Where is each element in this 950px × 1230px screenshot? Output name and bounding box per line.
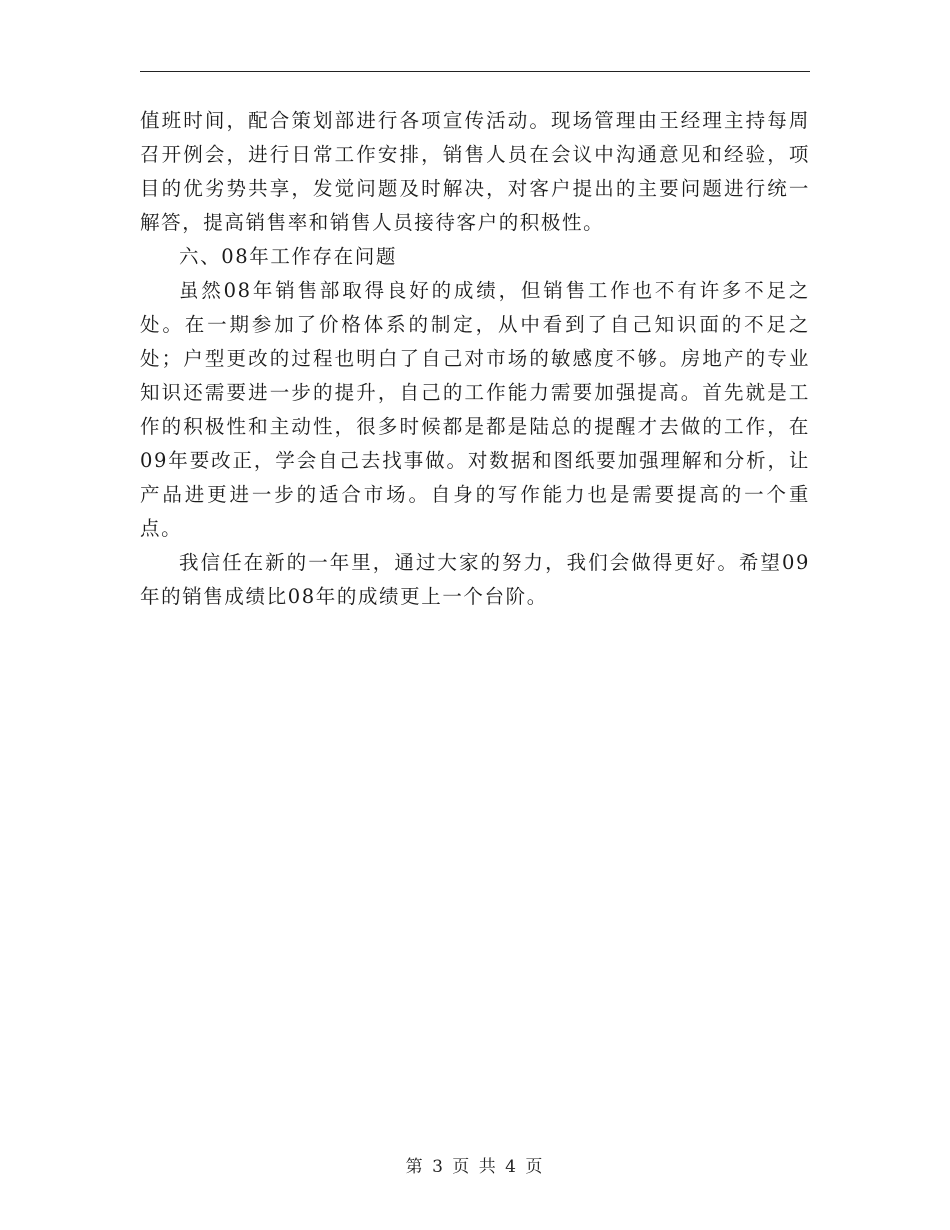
page-number: 第 3 页 共 4 页 [405, 1157, 545, 1177]
body-text [140, 104, 810, 614]
section-heading: 六、08年工作存在问题 [179, 245, 397, 268]
paragraph-continuation: 值班时间，配合策划部进行各项宣传活动。现场管理由王经理主持每周召开例会，进行日常工作安排，销售人员在会议中沟通意见和经验，项目的优劣势共享，发觉问题及时解决，对客户提出的主要问题进行统一解答，提高销售率和销售人员接待客户的积极性。 [140, 109, 810, 234]
paragraph-problems: 虽然08年销售部取得良好的成绩，但销售工作也不有许多不足之处。在一期参加了价格体系的制定，从中看到了自己知识面的不足之处；户型更改的过程也明白了自己对市场的敏感度不够。房地产的专业知识还需要进一步的提升，自己的工作能力需要加强提高。首先就是工作的积极性和主动性，很多时候都是都是陆总的提醒才去做的工作，在09年要改正，学会自己去找事做。对数据和图纸要加强理解和分析，让产品进更进一步的适合市场。自身的写作能力也是需要提高的一个重点。 [140, 279, 810, 540]
paragraph-outlook: 我信任在新的一年里，通过大家的努力，我们会做得更好。希望09年的销售成绩比08年的成绩更上一个台阶。 [140, 551, 810, 608]
header-rule [140, 71, 810, 72]
